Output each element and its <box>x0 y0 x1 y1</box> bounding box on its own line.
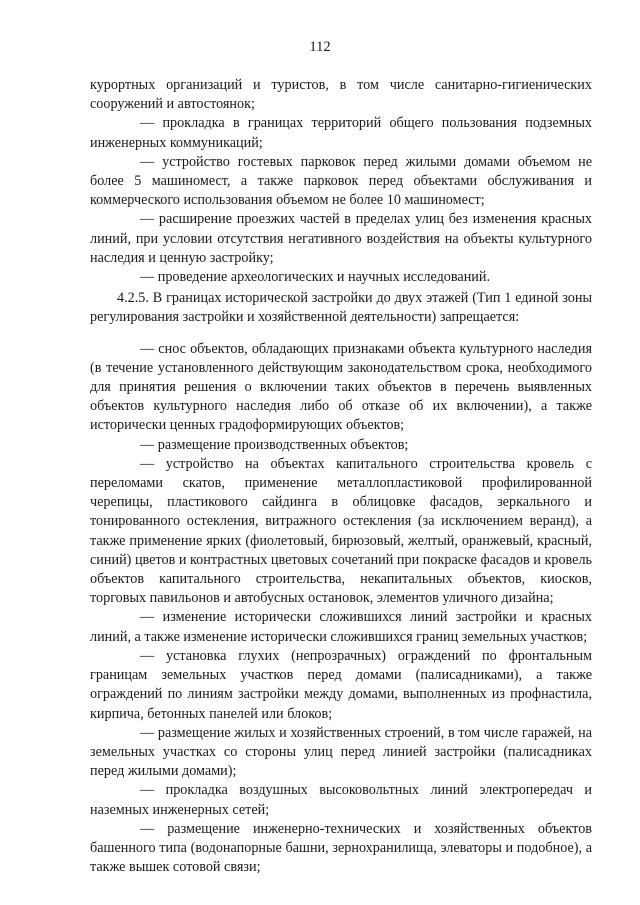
paragraph-gap <box>90 330 592 340</box>
list-item-fences: — установка глухих (непрозрачных) ограждений по фронтальным границам земельных участков перед домами (палисадниками), а также ограждений по линиям застройки между домами, выполненных из профнастила, кирпича, бетонных панелей или блоков; <box>90 647 592 722</box>
list-item-street-buildings: — размещение жилых и хозяйственных строений, в том числе гаражей, на земельных участках со стороны улиц перед линией застройки (палисадниках перед жилыми домами); <box>90 724 592 780</box>
list-item-roofing-facade-ban: — устройство на объектах капитального строительства кровель с переломами скатов, применение металлопластиковой профилированной черепицы, пластикового сайдинга в облицовке фасадов, зеркального и тонированного остекления, витражного остекления (за исключением веранд), а также применение ярких (фиолетовый, бирюзовый, желтый, оранжевый, красный, синий) цветов и контрастных цветовых сочетаний при покраске фасадов и кровель объектов капитального строительства, некапитальных объектов, киосков, торговых павильонов и автобусных остановок, элементов уличного дизайна; <box>90 455 592 607</box>
list-item-guest-parking: — устройство гостевых парковок перед жилыми домами объемом не более 5 машиномест, а также парковок перед объектами обслуживания и коммерческого использования объемом не более 10 машиномест; <box>90 153 592 209</box>
paragraph-continuation: курортных организаций и туристов, в том числе санитарно-гигиенических сооружений и автостоянок; <box>90 77 592 113</box>
list-item-road-widening: — расширение проезжих частей в пределах улиц без изменения красных линий, при условии отсутствия негативного воздействия на объекты культурного наследия и ценную застройку; <box>90 211 592 266</box>
section-heading: 4.2.5. В границах исторической застройки до двух этажей (Тип 1 единой зоны регулирования застройки и хозяйственной деятельности) запрещается: <box>90 290 592 326</box>
list-item-underground-utilities: — прокладка в границах территорий общего пользования подземных инженерных коммуникаций; <box>90 115 592 151</box>
page-number: 112 <box>309 39 331 55</box>
list-item-tower-objects: — размещение инженерно-технических и хозяйственных объектов башенного типа (водонапорные башни, зернохранилища, элеваторы и подобное), а также вышек сотовой связи; <box>90 820 592 876</box>
list-item-industrial-ban: — размещение производственных объектов; <box>140 436 409 453</box>
body-text <box>90 76 592 877</box>
list-item-power-lines: — прокладка воздушных высоковольтных линий электропередач и наземных инженерных сетей; <box>90 782 592 818</box>
list-item-building-lines: — изменение исторически сложившихся линий застройки и красных линий, а также изменение исторически сложившихся границ земельных участков; <box>90 609 592 645</box>
list-item-demolition-ban: — снос объектов, обладающих признаками объекта культурного наследия (в течение установленного действующим законодательством срока, необходимого для принятия решения о включении таких объектов в перечень выявленных объектов культурного наследия либо об отказе об их включении), а также исторически ценных градоформирующих объектов; <box>90 340 592 434</box>
list-item-archaeological-research: — проведение археологических и научных исследований. <box>140 269 491 286</box>
